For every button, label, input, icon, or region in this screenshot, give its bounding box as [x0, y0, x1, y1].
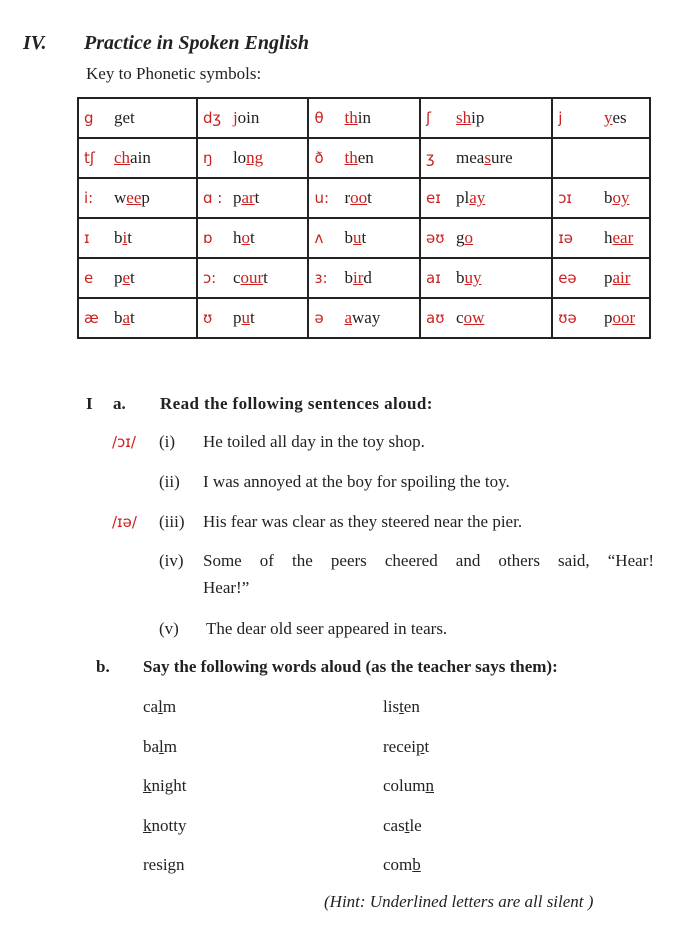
- word-part: m: [162, 697, 177, 716]
- silent-letter: k: [143, 776, 152, 795]
- word-part: in: [357, 108, 371, 127]
- phonetic-symbol: dʒ: [202, 109, 222, 127]
- word-part: b: [456, 268, 465, 287]
- silent-letter-word: [383, 855, 421, 875]
- phonetic-cell: [420, 178, 552, 218]
- silent-letter: n: [425, 776, 434, 795]
- silent-letter: k: [143, 815, 152, 835]
- phonetic-symbol: e: [84, 269, 94, 287]
- word-part: t: [130, 268, 135, 287]
- phonetic-cell: [552, 218, 650, 258]
- sentence-i: He toiled all day in the toy shop.: [203, 432, 425, 451]
- word-part: n: [176, 855, 185, 874]
- phonetic-cell: [308, 138, 420, 178]
- phonetic-symbol: ŋ: [202, 149, 213, 167]
- word-part: notty: [151, 815, 187, 835]
- word-part: t: [263, 268, 268, 287]
- silent-letter: t: [404, 815, 410, 835]
- phonetic-symbol: ʃ: [426, 109, 432, 127]
- word-part: cas: [383, 815, 405, 835]
- highlighted-sound: y: [604, 108, 613, 127]
- word-part: colum: [383, 776, 426, 795]
- word-part: ure: [490, 148, 513, 167]
- phonetic-table: [77, 97, 651, 339]
- word-part: b: [344, 268, 353, 287]
- phonetic-symbol: ɔ:: [202, 269, 217, 287]
- silent-letter-word: [143, 697, 176, 717]
- silent-letter: p: [416, 736, 425, 756]
- word-part: t: [249, 308, 255, 327]
- silent-letter: l: [158, 697, 163, 716]
- word-part: en: [403, 697, 420, 716]
- highlighted-sound: o: [464, 228, 474, 247]
- phonetic-symbol: ə: [314, 309, 324, 327]
- phonetic-cell: [78, 298, 197, 338]
- word-part: way: [352, 308, 381, 327]
- silent-letter-word: [383, 697, 420, 717]
- example-word: [114, 268, 154, 288]
- highlighted-sound: our: [240, 268, 264, 287]
- example-word: [456, 188, 496, 208]
- silent-letter-word: [143, 776, 186, 796]
- phonetic-symbol: ʊə: [558, 309, 577, 327]
- item-roman: (iii): [159, 512, 185, 531]
- highlighted-sound: th: [344, 108, 358, 127]
- word-part: t: [367, 188, 372, 207]
- phonetic-cell: [420, 98, 552, 138]
- item-roman: (ii): [159, 472, 180, 491]
- highlighted-sound: ng: [246, 148, 264, 167]
- part-b-instruction: Say the following words aloud (as the teacher says them):: [143, 657, 558, 676]
- example-word: [233, 148, 273, 168]
- highlighted-sound: a: [122, 308, 131, 327]
- phonetic-symbol: ɜ:: [314, 269, 328, 287]
- word-part: p: [604, 268, 613, 287]
- sentence-ii: I was annoyed at the boy for spoiling the toy.: [203, 472, 510, 491]
- word-part: lis: [383, 697, 400, 716]
- word-part: d: [363, 268, 372, 287]
- phonetic-symbol: ʒ: [426, 149, 435, 167]
- example-word: [233, 308, 273, 328]
- phonetic-row: [78, 178, 650, 218]
- phonetic-cell: [197, 298, 309, 338]
- phonetic-row: [78, 218, 650, 258]
- word-part: es: [612, 108, 627, 127]
- part-number: I: [86, 394, 93, 413]
- silent-letter: b: [412, 855, 421, 874]
- example-word: [344, 308, 384, 328]
- example-word: [114, 108, 154, 128]
- example-word: [114, 148, 154, 168]
- highlighted-sound: ear: [612, 228, 634, 247]
- word-part: ip: [471, 108, 485, 127]
- example-word: [604, 228, 644, 248]
- phonetic-symbol: ɔɪ: [558, 189, 573, 207]
- phonetic-cell: [420, 298, 552, 338]
- sentence-v: The dear old seer appeared in tears.: [206, 619, 448, 638]
- word-part: p: [232, 188, 242, 207]
- highlighted-sound: ar: [241, 188, 255, 207]
- phonetic-symbol: ʌ: [314, 229, 324, 247]
- phonetic-symbol: ð: [314, 149, 324, 167]
- phonetic-cell: [420, 258, 552, 298]
- phonetic-cell: [78, 218, 197, 258]
- word-part: lo: [232, 148, 247, 167]
- phonetic-symbol: ʊ: [202, 309, 213, 327]
- example-word: [456, 228, 496, 248]
- sentence-iii: His fear was clear as they steered near the pier.: [203, 512, 523, 531]
- word-part: b: [114, 228, 123, 247]
- phonetic-cell: [78, 138, 197, 178]
- hint-text: (Hint: Underlined letters are all silent ): [324, 892, 594, 911]
- word-part: c: [232, 268, 241, 287]
- sentence-iv-continued: Hear!”: [203, 578, 250, 597]
- phonetic-symbol: i:: [84, 189, 94, 207]
- key-label: Key to Phonetic symbols:: [86, 64, 262, 83]
- example-word: [114, 188, 154, 208]
- example-word: [114, 308, 154, 328]
- item-roman: (i): [159, 432, 176, 451]
- highlighted-sound: j: [232, 108, 238, 127]
- phonetic-symbol: aɪ: [426, 269, 441, 287]
- word-part: b: [344, 228, 353, 247]
- word-part: night: [151, 776, 187, 795]
- phonetic-symbol: ɑ :: [202, 189, 223, 207]
- phonetic-row: [78, 298, 650, 338]
- word-part: t: [130, 308, 135, 327]
- word-part: en: [357, 148, 374, 167]
- highlighted-sound: o: [241, 228, 250, 247]
- highlighted-sound: air: [612, 268, 631, 287]
- highlighted-sound: ir: [352, 268, 364, 287]
- highlighted-sound: th: [344, 148, 358, 167]
- word-part: com: [383, 855, 413, 874]
- word-part: w: [114, 188, 127, 207]
- highlighted-sound: s: [484, 148, 491, 167]
- highlighted-sound: u: [352, 228, 362, 247]
- highlighted-sound: oor: [612, 308, 636, 327]
- highlighted-sound: e: [122, 268, 131, 287]
- example-word: [233, 268, 273, 288]
- phonetic-symbol: θ: [314, 109, 324, 127]
- phonetic-cell: [78, 178, 197, 218]
- silent-letter-word: [383, 737, 429, 757]
- word-part: oin: [237, 108, 260, 127]
- word-part: b: [604, 188, 613, 207]
- silent-letter: l: [159, 736, 164, 756]
- phonetic-cell: [78, 258, 197, 298]
- word-part: r: [344, 188, 351, 207]
- word-part: t: [361, 228, 367, 247]
- part-a-instruction: Read the following sentences aloud:: [160, 394, 433, 413]
- example-word: [456, 148, 513, 168]
- example-word: [233, 188, 273, 208]
- highlighted-sound: ee: [126, 188, 142, 207]
- phonetic-symbol: æ: [84, 309, 99, 327]
- silent-letter: g: [167, 855, 177, 874]
- example-word: [456, 108, 496, 128]
- phonetic-cell: [420, 138, 552, 178]
- phonetic-symbol: ɪə: [558, 229, 573, 247]
- word-part: p: [114, 268, 123, 287]
- example-word: [344, 148, 384, 168]
- word-part: resi: [143, 855, 168, 874]
- item-roman: (v): [159, 619, 179, 638]
- example-word: [114, 228, 154, 248]
- phonetic-cell: [308, 178, 420, 218]
- example-word: [604, 188, 644, 208]
- word-part: b: [114, 308, 123, 327]
- sentence-iv: Some of the peers cheered and others said, “Hear!: [203, 551, 654, 570]
- silent-letter-word: [143, 855, 185, 875]
- word-part: ba: [143, 736, 160, 756]
- word-part: t: [249, 228, 255, 247]
- phonetic-symbol: ɪ: [84, 229, 90, 247]
- word-part: le: [409, 815, 422, 835]
- phonetic-cell: [420, 218, 552, 258]
- phonetic-row: [78, 138, 650, 178]
- example-word: [233, 108, 273, 128]
- phonetic-row: [78, 258, 650, 298]
- phonetic-cell: [197, 138, 309, 178]
- word-part: t: [127, 228, 132, 247]
- ipa-ie-label: /ɪə/: [112, 513, 137, 531]
- phonetic-cell: [197, 178, 309, 218]
- word-part: get: [114, 108, 135, 127]
- example-word: [604, 268, 644, 288]
- example-word: [344, 228, 384, 248]
- word-part: m: [163, 736, 178, 756]
- highlighted-sound: ay: [469, 188, 486, 207]
- phonetic-cell: [197, 218, 309, 258]
- word-part: t: [254, 188, 260, 207]
- highlighted-sound: i: [122, 228, 128, 247]
- silent-letter-word: [383, 816, 422, 836]
- word-part: pl: [456, 188, 470, 207]
- word-part: recei: [383, 736, 417, 756]
- highlighted-sound: oo: [350, 188, 368, 207]
- phonetic-symbol: j: [558, 109, 563, 127]
- phonetic-cell: [552, 298, 650, 338]
- phonetic-symbol: eə: [558, 269, 577, 287]
- phonetic-row: [78, 98, 650, 138]
- ipa-oi-label: /ɔɪ/: [112, 433, 136, 451]
- phonetic-symbol: aʊ: [426, 309, 445, 327]
- silent-letter-word: [143, 737, 177, 757]
- item-roman: (iv): [159, 551, 184, 570]
- word-part: t: [424, 736, 430, 756]
- silent-letter: t: [399, 697, 404, 716]
- word-part: h: [232, 228, 242, 247]
- word-part: c: [456, 308, 464, 327]
- word-part: p: [141, 188, 150, 207]
- example-word: [456, 308, 496, 328]
- phonetic-symbol: tʃ: [84, 149, 95, 167]
- highlighted-sound: ch: [114, 148, 131, 167]
- part-b-letter: b.: [96, 657, 110, 676]
- part-a-letter: a.: [113, 394, 126, 413]
- phonetic-cell: [552, 138, 650, 178]
- example-word: [344, 188, 384, 208]
- phonetic-symbol: g: [84, 109, 94, 127]
- word-part: p: [232, 308, 242, 327]
- phonetic-cell: [308, 98, 420, 138]
- word-part: ca: [143, 697, 159, 716]
- example-word: [344, 108, 384, 128]
- phonetic-cell: [197, 98, 309, 138]
- word-part: mea: [456, 148, 485, 167]
- silent-letter-word: [143, 816, 186, 836]
- example-word: [233, 228, 273, 248]
- highlighted-sound: uy: [464, 268, 482, 287]
- highlighted-sound: u: [241, 308, 250, 327]
- example-word: [604, 308, 644, 328]
- example-word: [604, 108, 644, 128]
- example-word: [456, 268, 496, 288]
- word-part: p: [604, 308, 613, 327]
- phonetic-cell: [552, 258, 650, 298]
- phonetic-symbol: eɪ: [426, 189, 441, 207]
- section-number: IV.: [23, 32, 47, 54]
- word-part: h: [604, 228, 613, 247]
- phonetic-cell: [308, 258, 420, 298]
- phonetic-symbol: ɒ: [202, 229, 213, 247]
- phonetic-cell: [308, 298, 420, 338]
- phonetic-symbol: əʊ: [426, 229, 445, 247]
- phonetic-cell: [552, 178, 650, 218]
- phonetic-symbol: u:: [314, 189, 330, 207]
- phonetic-cell: [308, 218, 420, 258]
- highlighted-sound: sh: [456, 108, 472, 127]
- example-word: [344, 268, 384, 288]
- phonetic-cell: [552, 98, 650, 138]
- phonetic-cell: [78, 98, 197, 138]
- word-part: g: [456, 228, 465, 247]
- highlighted-sound: oy: [612, 188, 630, 207]
- highlighted-sound: a: [344, 308, 353, 327]
- highlighted-sound: ow: [463, 308, 485, 327]
- word-part: ain: [130, 148, 151, 167]
- silent-letter-word: [383, 776, 434, 796]
- phonetic-cell: [197, 258, 309, 298]
- section-title: Practice in Spoken English: [84, 32, 310, 54]
